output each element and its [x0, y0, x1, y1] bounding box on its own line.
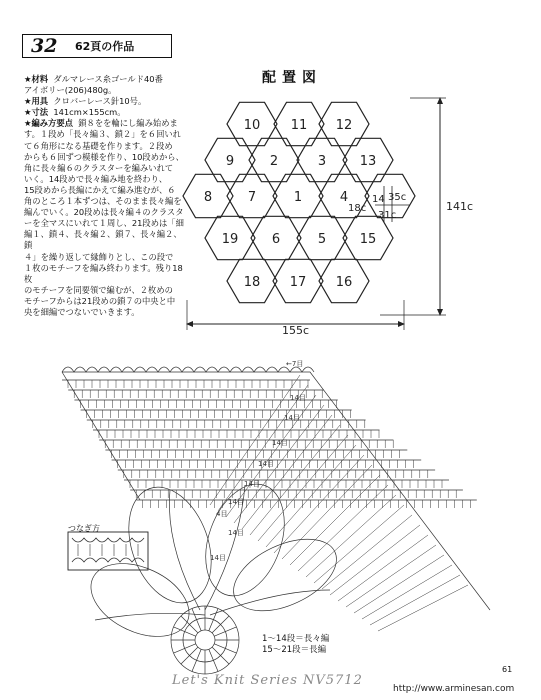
material-text: ダルマレース糸ゴールド40番 — [53, 74, 163, 84]
motif-number: 16 — [335, 275, 353, 290]
motif-number: 8 — [203, 190, 213, 205]
material-text-2: アイボリー(206)480g。 — [24, 85, 117, 96]
size-label: ★寸法 — [24, 107, 49, 118]
motif-number: 5 — [317, 232, 327, 247]
method-line: １枚のモチーフを編み終わります。残り18枚 — [24, 262, 183, 284]
motif-number: 10 — [243, 118, 261, 133]
legend-line-1: 1～14段＝長々編 — [262, 634, 330, 644]
crochet-chart — [62, 367, 490, 674]
round-mark: 4目 — [216, 510, 228, 518]
height-label: 141c — [446, 200, 474, 213]
pattern-title: 62頁の作品 — [75, 40, 135, 53]
method-line: て６角形になる基礎を作ります。２段め — [24, 140, 173, 151]
motif-number: 9 — [225, 154, 235, 169]
motif-number: 7 — [247, 190, 257, 205]
pattern-number: 32 — [31, 35, 58, 57]
motif-number: 4 — [339, 190, 349, 205]
method-line: 央を細編でつないでいきます。 — [24, 306, 140, 317]
size-text: 141cm×155cm。 — [53, 107, 126, 118]
series-footer: Let's Knit Series NV5712 — [172, 673, 363, 688]
motif-number: 17 — [289, 275, 307, 290]
motif-number: 1 — [293, 190, 303, 205]
dim-18: 18c — [348, 203, 367, 214]
round-mark: 14目 — [272, 439, 288, 447]
layout-title: 配置図 — [262, 70, 322, 86]
material-label: ★材料 — [24, 74, 49, 84]
method-line: からも６回ずつ模様を作り、10段めから、 — [24, 151, 184, 162]
round-mark: 14目 — [258, 460, 274, 468]
motif-number: 15 — [359, 232, 377, 247]
tool-text: クロバーレース針10号。 — [53, 96, 147, 107]
round-mark: 14目 — [228, 498, 244, 506]
legend-line-2: 15～21段＝長編 — [262, 645, 327, 655]
dim-14: 14 — [372, 194, 385, 205]
round-mark: 14目 — [244, 480, 260, 488]
width-label: 155c — [282, 324, 310, 337]
motif-number: 3 — [317, 154, 327, 169]
motif-number: 13 — [359, 154, 377, 169]
motif-number: 2 — [269, 154, 279, 169]
method-line: 編んでいく。20段めは長々編４のクラスタ — [24, 207, 184, 218]
motif-number: 12 — [335, 118, 353, 133]
method-line: いく。14段めで長々編み地を終わり、 — [24, 173, 168, 184]
round-mark: 14目 — [228, 529, 244, 537]
round-mark: 14目 — [290, 394, 306, 402]
motif-number: 11 — [290, 118, 308, 133]
tool-label: ★用具 — [24, 96, 49, 107]
motif-number: 6 — [271, 232, 281, 247]
method-line: ーを全マスにいれて１周し、21段めは「細 — [24, 218, 184, 229]
round-mark: 14目 — [210, 554, 226, 562]
method-line: ４」を繰り返して縁飾りとし、この段で — [24, 251, 174, 262]
method-line: す。１段め「長々編３、鎖２」を６回いれ — [24, 129, 181, 140]
dim-31: 31c — [378, 210, 397, 221]
method-line: 鎖８をを輪にし編み始めま — [78, 118, 178, 129]
site-url: http://www.arminesan.com — [393, 684, 515, 694]
stitch-legend — [262, 634, 329, 656]
round-mark: 14目 — [284, 414, 300, 422]
method-line: モチーフからは21段めの鎖７の中央と中 — [24, 295, 176, 306]
joining-label: つなぎ方 — [68, 524, 100, 533]
page-number: 61 — [502, 665, 513, 674]
method-line: 編１、鎖４、長々編２、鎖７、長々編２、鎖 — [24, 229, 182, 251]
method-line: 角に長々編６のクラスターを編みいれて — [24, 162, 174, 173]
method-line: 15段めから長編にかえて編み進むが、６ — [24, 184, 176, 195]
motif-number: 18 — [243, 275, 261, 290]
method-line: 角のところ１本ずつは、そのまま長々編を — [24, 196, 182, 207]
round-mark: ←7目 — [286, 360, 304, 368]
method-label: ★編み方要点 — [24, 118, 73, 129]
dim-35: 35c — [388, 192, 407, 203]
motif-number: 19 — [221, 232, 239, 247]
method-line: のモチーフを同要領で編むが、２枚めの — [24, 284, 173, 295]
